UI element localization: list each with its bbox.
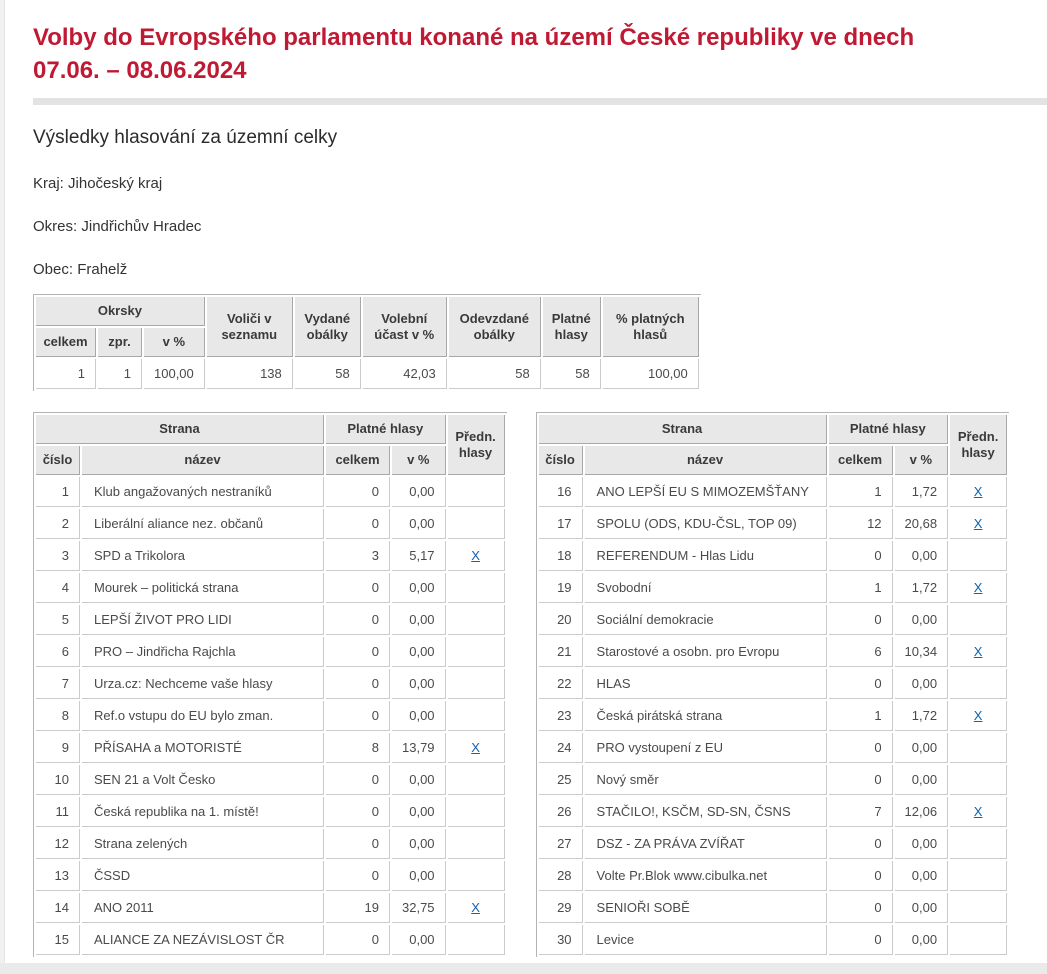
party-name-cell: SENIOŘI SOBĚ bbox=[585, 893, 827, 923]
pref-votes-cell bbox=[950, 701, 1007, 731]
page-bottom-gutter bbox=[0, 963, 1047, 974]
party-number-cell: 15 bbox=[36, 925, 80, 955]
party-row bbox=[539, 701, 1008, 731]
header-okrsky-celkem: celkem bbox=[36, 328, 96, 357]
pref-votes-cell bbox=[950, 477, 1007, 507]
party-pct-cell: 0,00 bbox=[392, 477, 446, 507]
pref-votes-cell bbox=[950, 509, 1007, 539]
party-results-section bbox=[33, 412, 1047, 957]
pref-votes-cell bbox=[950, 893, 1007, 923]
platne-hlasy-value: 58 bbox=[543, 359, 601, 389]
party-pct-cell: 0,00 bbox=[895, 765, 949, 795]
party-row bbox=[539, 573, 1008, 603]
party-row bbox=[36, 509, 505, 539]
header-strana: Strana bbox=[539, 415, 827, 444]
party-name-cell: Česká republika na 1. místě! bbox=[82, 797, 324, 827]
party-name-cell: ANO LEPŠÍ EU S MIMOZEMŠŤANY bbox=[585, 477, 827, 507]
party-number-cell: 4 bbox=[36, 573, 80, 603]
header-nazev: název bbox=[82, 446, 324, 475]
party-number-cell: 5 bbox=[36, 605, 80, 635]
pref-votes-link[interactable]: X bbox=[471, 740, 480, 755]
party-row bbox=[36, 477, 505, 507]
region-line-obec bbox=[33, 261, 1047, 278]
party-row bbox=[36, 701, 505, 731]
pref-votes-link[interactable]: X bbox=[973, 580, 983, 595]
party-number-cell: 24 bbox=[539, 733, 583, 763]
party-pct-cell: 1,72 bbox=[895, 573, 949, 603]
header-platne-hlasy: Platné hlasy bbox=[543, 297, 601, 357]
party-name-cell: SPOLU (ODS, KDU-ČSL, TOP 09) bbox=[585, 509, 827, 539]
header-v-pct: v % bbox=[895, 446, 949, 475]
party-pct-cell: 0,00 bbox=[392, 925, 446, 955]
party-row bbox=[36, 861, 505, 891]
party-votes-cell: 0 bbox=[829, 765, 893, 795]
party-pct-cell: 0,00 bbox=[392, 861, 446, 891]
party-votes-cell: 0 bbox=[326, 765, 390, 795]
okres-label: Okres: bbox=[33, 218, 78, 235]
party-name-cell: LEPŠÍ ŽIVOT PRO LIDI bbox=[82, 605, 324, 635]
obec-label: Obec: bbox=[33, 261, 74, 278]
party-pct-cell: 0,00 bbox=[895, 925, 949, 955]
party-number-cell: 26 bbox=[539, 797, 583, 827]
okrsky-pct-value: 100,00 bbox=[144, 359, 205, 389]
obec-value: Frahelž bbox=[77, 261, 128, 278]
party-pct-cell: 13,79 bbox=[392, 733, 446, 763]
party-number-cell: 12 bbox=[36, 829, 80, 859]
party-votes-cell: 0 bbox=[829, 541, 893, 571]
okres-value: Jindřichův Hradec bbox=[81, 218, 202, 235]
party-number-cell: 13 bbox=[36, 861, 80, 891]
party-name-cell: SPD a Trikolora bbox=[82, 541, 324, 571]
party-row bbox=[539, 541, 1008, 571]
page-title-line2: 07.06. – 08.06.2024 bbox=[33, 57, 247, 84]
header-volici-v-seznamu: Voliči v seznamu bbox=[207, 297, 293, 357]
party-votes-cell: 0 bbox=[326, 637, 390, 667]
pref-votes-cell bbox=[448, 669, 505, 699]
section-heading: Výsledky hlasování za územní celky bbox=[33, 127, 338, 148]
party-votes-cell: 0 bbox=[829, 669, 893, 699]
party-pct-cell: 0,00 bbox=[392, 605, 446, 635]
pref-votes-cell bbox=[950, 669, 1007, 699]
pref-votes-link[interactable]: X bbox=[471, 548, 480, 563]
party-number-cell: 27 bbox=[539, 829, 583, 859]
party-votes-cell: 0 bbox=[326, 701, 390, 731]
party-pct-cell: 20,68 bbox=[895, 509, 949, 539]
party-number-cell: 30 bbox=[539, 925, 583, 955]
pref-votes-cell bbox=[448, 893, 505, 923]
pct-platnych-value: 100,00 bbox=[603, 359, 699, 389]
party-name-cell: ALIANCE ZA NEZÁVISLOST ČR bbox=[82, 925, 324, 955]
party-number-cell: 18 bbox=[539, 541, 583, 571]
party-row bbox=[539, 605, 1008, 635]
party-votes-cell: 0 bbox=[326, 477, 390, 507]
party-number-cell: 2 bbox=[36, 509, 80, 539]
party-name-cell: DSZ - ZA PRÁVA ZVÍŘAT bbox=[585, 829, 827, 859]
party-votes-cell: 0 bbox=[829, 733, 893, 763]
party-number-cell: 9 bbox=[36, 733, 80, 763]
vydane-obalky-value: 58 bbox=[295, 359, 361, 389]
volebni-ucast-value: 42,03 bbox=[363, 359, 447, 389]
party-pct-cell: 0,00 bbox=[392, 573, 446, 603]
party-votes-cell: 0 bbox=[829, 893, 893, 923]
odevzdane-obalky-value: 58 bbox=[449, 359, 541, 389]
party-number-cell: 10 bbox=[36, 765, 80, 795]
header-strana: Strana bbox=[36, 415, 324, 444]
party-row bbox=[539, 925, 1008, 955]
party-row bbox=[539, 861, 1008, 891]
pref-votes-cell bbox=[448, 765, 505, 795]
pref-votes-cell bbox=[950, 605, 1007, 635]
party-votes-cell: 0 bbox=[326, 861, 390, 891]
pref-votes-link[interactable]: X bbox=[973, 804, 983, 819]
party-row bbox=[36, 541, 505, 571]
party-row bbox=[539, 797, 1008, 827]
pref-votes-link[interactable]: X bbox=[973, 644, 983, 659]
title-divider bbox=[33, 98, 1047, 105]
pref-votes-cell bbox=[950, 541, 1007, 571]
party-row bbox=[539, 765, 1008, 795]
party-row bbox=[36, 829, 505, 859]
pref-votes-cell bbox=[448, 829, 505, 859]
volici-value: 138 bbox=[207, 359, 293, 389]
party-pct-cell: 0,00 bbox=[895, 733, 949, 763]
party-pct-cell: 5,17 bbox=[392, 541, 446, 571]
party-number-cell: 14 bbox=[36, 893, 80, 923]
pref-votes-cell bbox=[950, 861, 1007, 891]
header-okrsky-zpr: zpr. bbox=[98, 328, 142, 357]
party-pct-cell: 0,00 bbox=[895, 893, 949, 923]
party-votes-cell: 3 bbox=[326, 541, 390, 571]
header-predn-hlasy: Předn. hlasy bbox=[950, 415, 1007, 475]
party-row bbox=[36, 765, 505, 795]
party-pct-cell: 1,72 bbox=[895, 701, 949, 731]
party-row bbox=[36, 893, 505, 923]
party-pct-cell: 0,00 bbox=[392, 669, 446, 699]
turnout-summary-row bbox=[36, 359, 699, 389]
header-volebni-ucast: Volební účast v % bbox=[363, 297, 447, 357]
party-votes-cell: 1 bbox=[829, 573, 893, 603]
party-name-cell: Volte Pr.Blok www.cibulka.net bbox=[585, 861, 827, 891]
party-votes-cell: 0 bbox=[326, 829, 390, 859]
party-pct-cell: 0,00 bbox=[392, 701, 446, 731]
party-number-cell: 11 bbox=[36, 797, 80, 827]
pref-votes-cell bbox=[950, 637, 1007, 667]
party-row bbox=[36, 573, 505, 603]
okrsky-zpr-value: 1 bbox=[98, 359, 142, 389]
party-name-cell: Sociální demokracie bbox=[585, 605, 827, 635]
kraj-value: Jihočeský kraj bbox=[68, 175, 163, 192]
party-name-cell: ČSSD bbox=[82, 861, 324, 891]
party-number-cell: 7 bbox=[36, 669, 80, 699]
party-pct-cell: 10,34 bbox=[895, 637, 949, 667]
party-number-cell: 28 bbox=[539, 861, 583, 891]
pref-votes-link[interactable]: X bbox=[973, 484, 983, 499]
party-name-cell: Levice bbox=[585, 925, 827, 955]
party-row bbox=[36, 637, 505, 667]
party-number-cell: 3 bbox=[36, 541, 80, 571]
party-votes-cell: 12 bbox=[829, 509, 893, 539]
party-number-cell: 19 bbox=[539, 573, 583, 603]
party-name-cell: PRO vystoupení z EU bbox=[585, 733, 827, 763]
party-votes-cell: 6 bbox=[829, 637, 893, 667]
party-name-cell: HLAS bbox=[585, 669, 827, 699]
header-predn-hlasy: Předn. hlasy bbox=[448, 415, 505, 475]
party-row bbox=[539, 637, 1008, 667]
party-name-cell: Urza.cz: Nechceme vaše hlasy bbox=[82, 669, 324, 699]
okrsky-celkem-value: 1 bbox=[36, 359, 96, 389]
page-left-gutter bbox=[0, 0, 5, 974]
party-votes-cell: 0 bbox=[829, 861, 893, 891]
party-number-cell: 17 bbox=[539, 509, 583, 539]
kraj-label: Kraj: bbox=[33, 175, 64, 192]
party-name-cell: Ref.o vstupu do EU bylo zman. bbox=[82, 701, 324, 731]
party-pct-cell: 1,72 bbox=[895, 477, 949, 507]
header-platne-hlasy-group: Platné hlasy bbox=[829, 415, 949, 444]
header-odevzdane-obalky: Odevzdané obálky bbox=[449, 297, 541, 357]
pref-votes-cell bbox=[448, 733, 505, 763]
pref-votes-cell bbox=[448, 509, 505, 539]
party-row bbox=[36, 797, 505, 827]
pref-votes-cell bbox=[448, 605, 505, 635]
pref-votes-cell bbox=[950, 829, 1007, 859]
party-name-cell: REFERENDUM - Hlas Lidu bbox=[585, 541, 827, 571]
party-row bbox=[539, 509, 1008, 539]
pref-votes-cell bbox=[448, 541, 505, 571]
pref-votes-link[interactable]: X bbox=[973, 708, 983, 723]
party-number-cell: 23 bbox=[539, 701, 583, 731]
pref-votes-cell bbox=[448, 797, 505, 827]
party-table-left bbox=[33, 412, 507, 957]
party-name-cell: Starostové a osobn. pro Evropu bbox=[585, 637, 827, 667]
header-celkem: celkem bbox=[326, 446, 390, 475]
party-votes-cell: 0 bbox=[326, 925, 390, 955]
party-row bbox=[539, 829, 1008, 859]
party-name-cell: Mourek – politická strana bbox=[82, 573, 324, 603]
party-name-cell: Česká pirátská strana bbox=[585, 701, 827, 731]
party-pct-cell: 0,00 bbox=[895, 541, 949, 571]
party-pct-cell: 0,00 bbox=[895, 829, 949, 859]
pref-votes-cell bbox=[950, 733, 1007, 763]
pref-votes-cell bbox=[448, 925, 505, 955]
party-pct-cell: 0,00 bbox=[392, 797, 446, 827]
party-pct-cell: 32,75 bbox=[392, 893, 446, 923]
party-votes-cell: 0 bbox=[326, 573, 390, 603]
party-votes-cell: 19 bbox=[326, 893, 390, 923]
party-pct-cell: 0,00 bbox=[895, 669, 949, 699]
party-votes-cell: 0 bbox=[829, 829, 893, 859]
party-pct-cell: 12,06 bbox=[895, 797, 949, 827]
party-row bbox=[36, 605, 505, 635]
party-name-cell: STAČILO!, KSČM, SD-SN, ČSNS bbox=[585, 797, 827, 827]
pref-votes-cell bbox=[950, 925, 1007, 955]
party-pct-cell: 0,00 bbox=[392, 765, 446, 795]
party-row bbox=[36, 925, 505, 955]
party-number-cell: 20 bbox=[539, 605, 583, 635]
party-row bbox=[36, 733, 505, 763]
party-votes-cell: 1 bbox=[829, 701, 893, 731]
party-name-cell: Strana zelených bbox=[82, 829, 324, 859]
pref-votes-link[interactable]: X bbox=[471, 900, 480, 915]
party-votes-cell: 0 bbox=[326, 605, 390, 635]
page-title bbox=[33, 21, 1047, 87]
party-name-cell: Svobodní bbox=[585, 573, 827, 603]
party-row bbox=[539, 733, 1008, 763]
pref-votes-cell bbox=[448, 573, 505, 603]
party-votes-cell: 0 bbox=[326, 797, 390, 827]
header-vydane-obalky: Vydané obálky bbox=[295, 297, 361, 357]
party-number-cell: 25 bbox=[539, 765, 583, 795]
header-okrsky-pct: v % bbox=[144, 328, 205, 357]
party-name-cell: ANO 2011 bbox=[82, 893, 324, 923]
region-line-okres bbox=[33, 218, 1047, 235]
party-votes-cell: 8 bbox=[326, 733, 390, 763]
party-number-cell: 16 bbox=[539, 477, 583, 507]
turnout-summary-table bbox=[33, 294, 701, 391]
party-pct-cell: 0,00 bbox=[392, 637, 446, 667]
party-number-cell: 21 bbox=[539, 637, 583, 667]
header-okrsky: Okrsky bbox=[36, 297, 205, 326]
party-name-cell: Klub angažovaných nestraníků bbox=[82, 477, 324, 507]
party-pct-cell: 0,00 bbox=[895, 605, 949, 635]
header-cislo: číslo bbox=[539, 446, 583, 475]
party-pct-cell: 0,00 bbox=[392, 829, 446, 859]
header-pct-platnych-hlasu: % platných hlasů bbox=[603, 297, 699, 357]
pref-votes-cell bbox=[448, 637, 505, 667]
party-name-cell: SEN 21 a Volt Česko bbox=[82, 765, 324, 795]
party-votes-cell: 1 bbox=[829, 477, 893, 507]
page-title-line1: Volby do Evropského parlamentu konané na území České republiky ve dnech bbox=[33, 24, 915, 51]
party-votes-cell: 0 bbox=[829, 925, 893, 955]
party-pct-cell: 0,00 bbox=[895, 861, 949, 891]
pref-votes-cell bbox=[950, 573, 1007, 603]
header-nazev: název bbox=[585, 446, 827, 475]
party-number-cell: 8 bbox=[36, 701, 80, 731]
party-table-right bbox=[536, 412, 1010, 957]
party-votes-cell: 0 bbox=[326, 509, 390, 539]
region-line-kraj bbox=[33, 175, 1047, 192]
pref-votes-cell bbox=[950, 797, 1007, 827]
pref-votes-link[interactable]: X bbox=[973, 516, 983, 531]
party-pct-cell: 0,00 bbox=[392, 509, 446, 539]
party-votes-cell: 7 bbox=[829, 797, 893, 827]
party-number-cell: 29 bbox=[539, 893, 583, 923]
party-number-cell: 22 bbox=[539, 669, 583, 699]
party-name-cell: PRO – Jindřicha Rajchla bbox=[82, 637, 324, 667]
header-v-pct: v % bbox=[392, 446, 446, 475]
header-cislo: číslo bbox=[36, 446, 80, 475]
pref-votes-cell bbox=[950, 765, 1007, 795]
party-row bbox=[539, 477, 1008, 507]
party-row bbox=[539, 669, 1008, 699]
party-row bbox=[36, 669, 505, 699]
pref-votes-cell bbox=[448, 861, 505, 891]
party-votes-cell: 0 bbox=[829, 605, 893, 635]
party-number-cell: 6 bbox=[36, 637, 80, 667]
header-platne-hlasy-group: Platné hlasy bbox=[326, 415, 446, 444]
party-name-cell: Liberální aliance nez. občanů bbox=[82, 509, 324, 539]
party-name-cell: PŘÍSAHA a MOTORISTÉ bbox=[82, 733, 324, 763]
party-votes-cell: 0 bbox=[326, 669, 390, 699]
party-row bbox=[539, 893, 1008, 923]
header-celkem: celkem bbox=[829, 446, 893, 475]
party-name-cell: Nový směr bbox=[585, 765, 827, 795]
party-number-cell: 1 bbox=[36, 477, 80, 507]
pref-votes-cell bbox=[448, 477, 505, 507]
pref-votes-cell bbox=[448, 701, 505, 731]
